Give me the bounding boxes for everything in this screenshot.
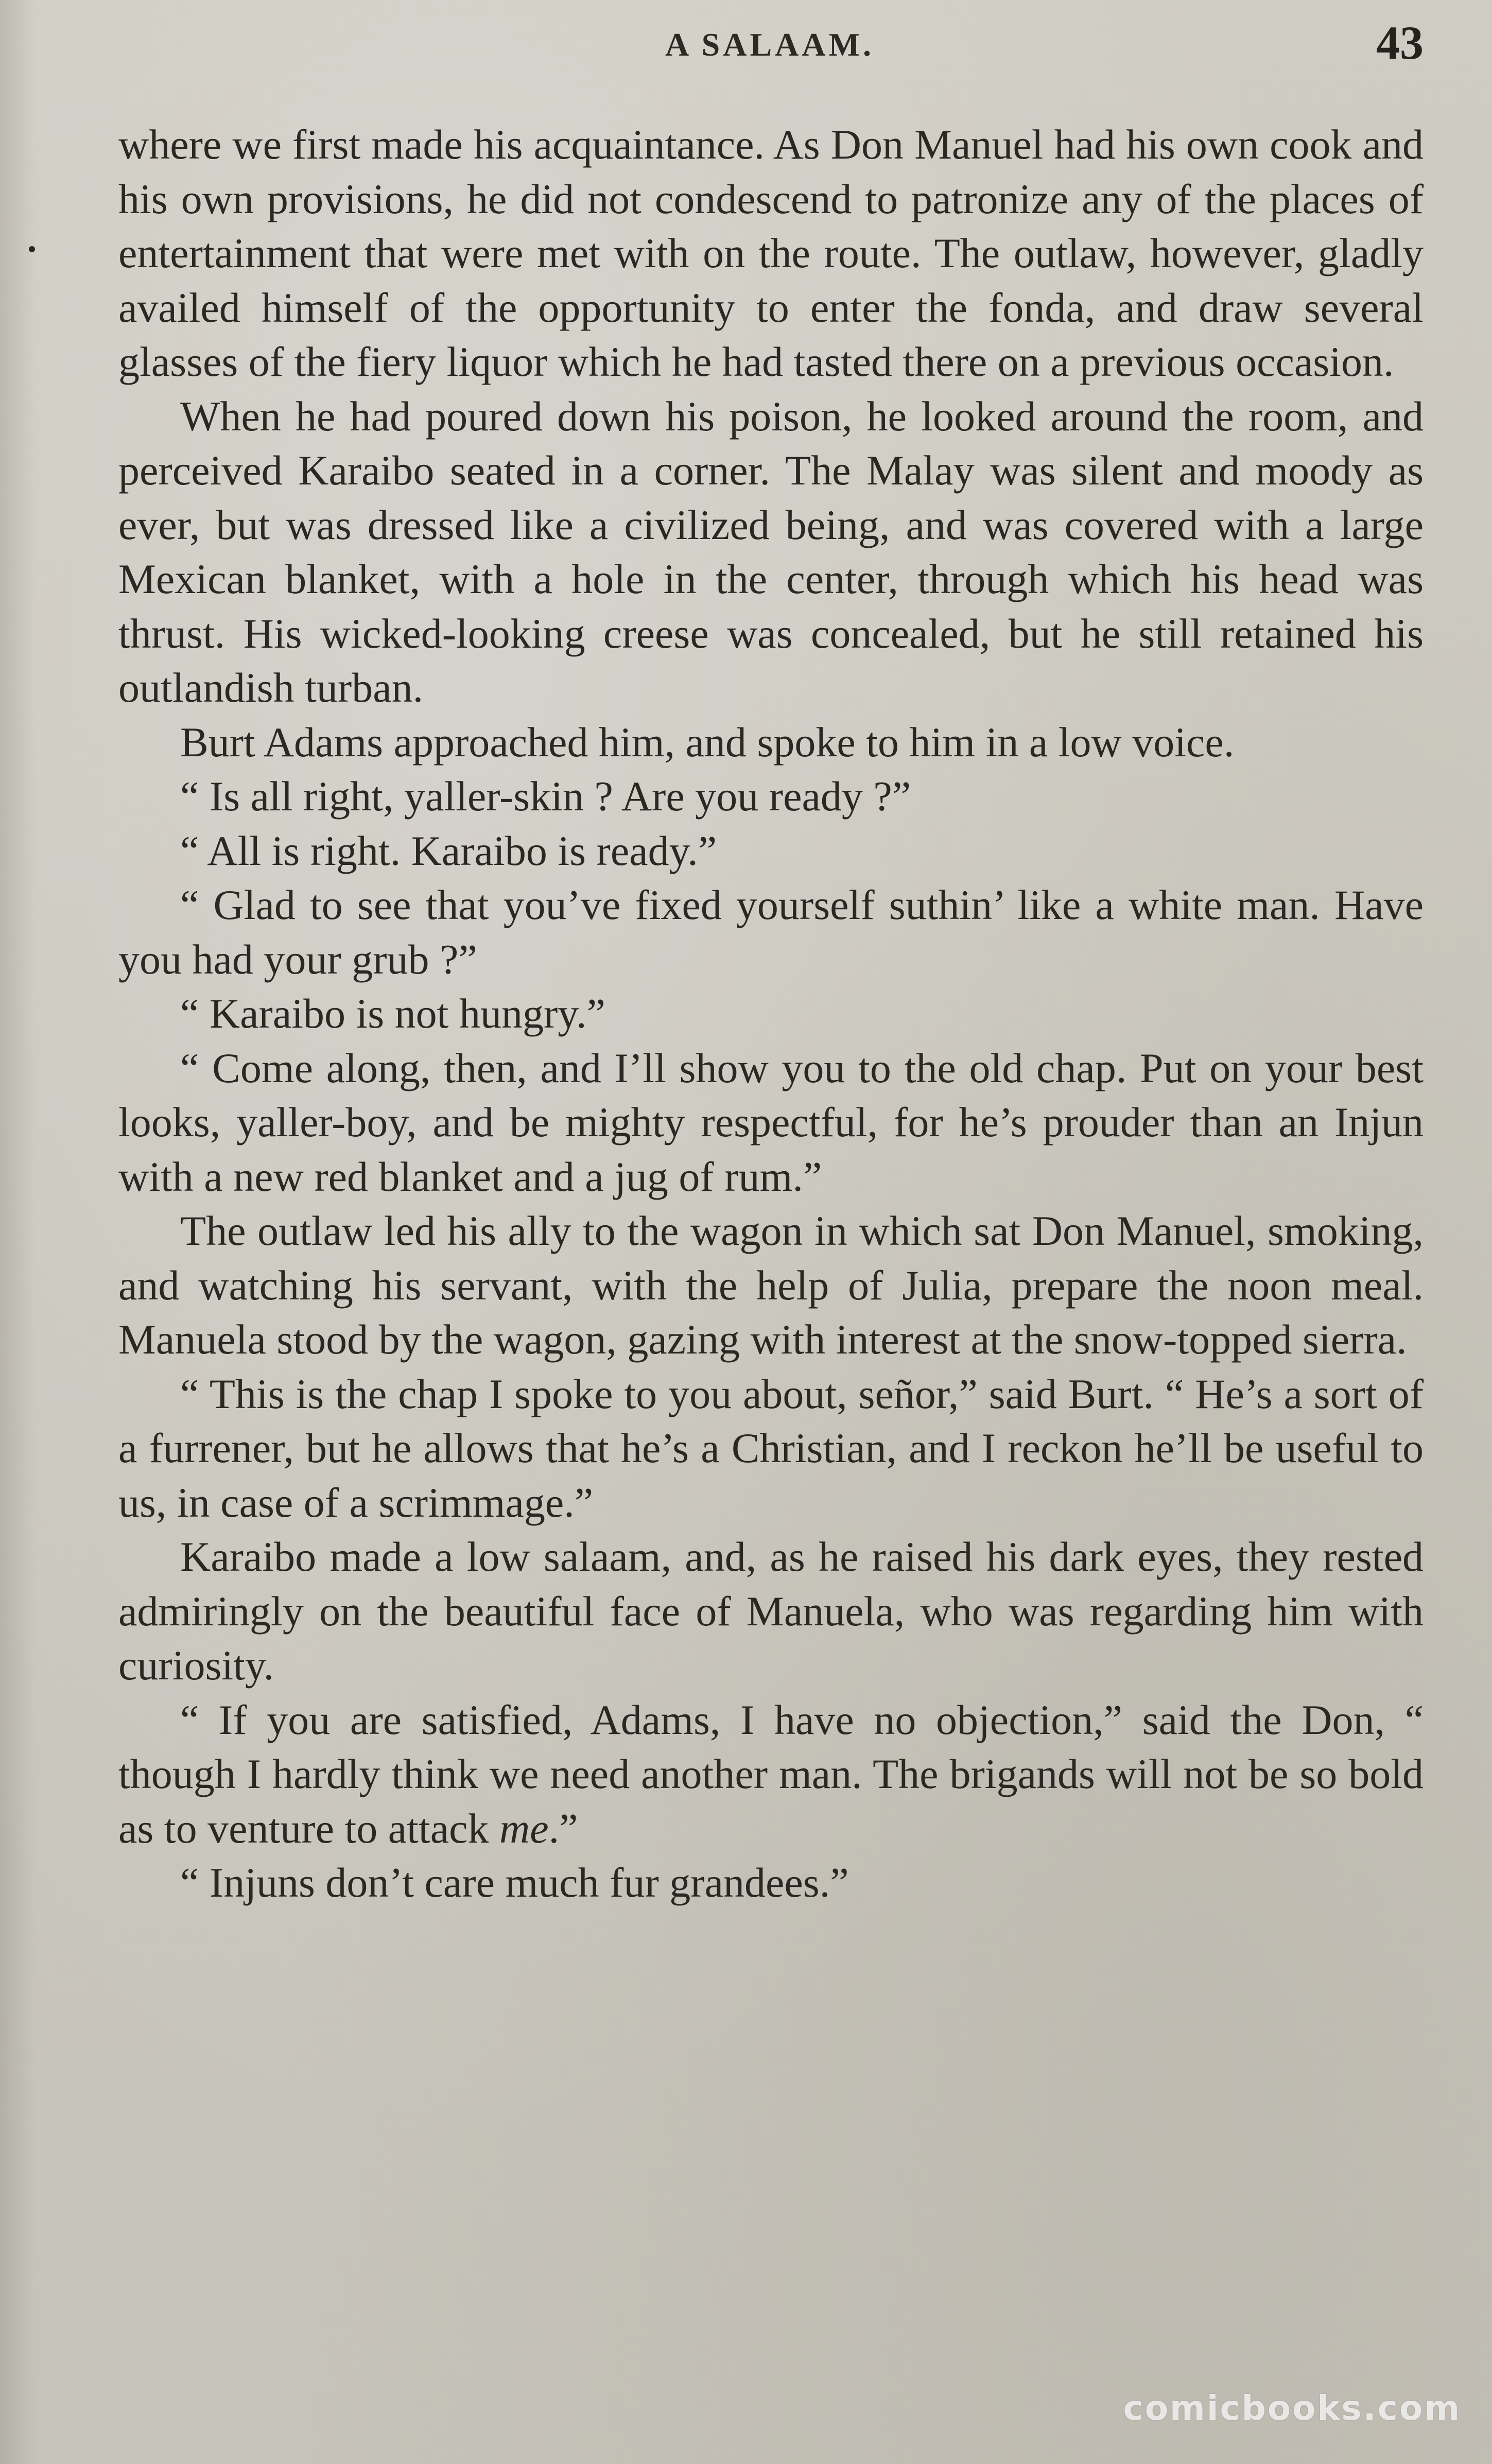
dialogue-paragraph: “ Karaibo is not hungry.” — [180, 990, 605, 1037]
dialogue-paragraph: “ Glad to see that you’ve fixed yourself suthin’ like a white man. Have you had your grub ?” — [118, 881, 1424, 983]
paragraph: where we first made his acquaintance. As Don Manuel had his own cook and his own provisions, he did not condescend to patronize any of the places of entertainment that were met with on the route. The outlaw, however, gladly availed himself of the opportunity to enter the fonda, and draw several glasses of the fiery liquor which he had tasted there on a previous occasion. — [118, 121, 1424, 385]
page-number: 43 — [1376, 16, 1424, 69]
dialogue-paragraph: “ This is the chap I spoke to you about, señor,” said Burt. “ He’s a sort of a furrener, but he allows that he’s a Christian, and I reckon he’ll be useful to us, in case of a scrimmage.” — [118, 1370, 1424, 1526]
dialogue-paragraph: “ All is right. Karaibo is ready.” — [180, 827, 717, 874]
page-header — [118, 15, 1424, 72]
paragraph: When he had poured down his poison, he looked around the room, and perceived Karaibo seated in a corner. The Malay was silent and moody as ever, but was dressed like a civilized being, and was covered with a large Mexican blanket, with a hole in the center, through which his head was thrust. His wicked-looking creese was concealed, but he still retained his outlandish turban. — [118, 392, 1424, 711]
paragraph-tail: .” — [548, 1804, 578, 1852]
ink-speck — [29, 246, 35, 252]
dialogue-paragraph: “ Come along, then, and I’ll show you to the old chap. Put on your best looks, yaller-boy, and be mighty respectful, for he’s prouder than an Injun with a new red blanket and a jug of rum.” — [118, 1044, 1424, 1200]
dialogue-paragraph — [118, 1693, 1424, 1856]
running-head: A SALAAM. — [665, 26, 875, 63]
paragraph-text: “ If you are satisfied, Adams, I have no objection,” said the Don, “ though I hardly think we need another man. The brigands will not be so bold as to venture to attack — [118, 1696, 1424, 1852]
watermark: comicbooks.com — [1123, 2388, 1461, 2428]
page-body-text — [118, 117, 1424, 1910]
emphasis-word: me — [499, 1804, 549, 1852]
dialogue-paragraph: “ Injuns don’t care much fur grandees.” — [180, 1859, 849, 1906]
page-gutter-shadow — [0, 0, 36, 2464]
paragraph: Burt Adams approached him, and spoke to him in a low voice. — [180, 718, 1235, 766]
paragraph: Karaibo made a low salaam, and, as he raised his dark eyes, they rested admiringly on the beautiful face of Manuela, who was regarding him with curiosity. — [118, 1533, 1424, 1689]
dialogue-paragraph: “ Is all right, yaller-skin ? Are you ready ?” — [180, 773, 911, 820]
paragraph: The outlaw led his ally to the wagon in which sat Don Manuel, smoking, and watching his servant, with the help of Julia, prepare the noon meal. Manuela stood by the wagon, gazing with interest at the snow-topped sierra. — [118, 1207, 1424, 1363]
